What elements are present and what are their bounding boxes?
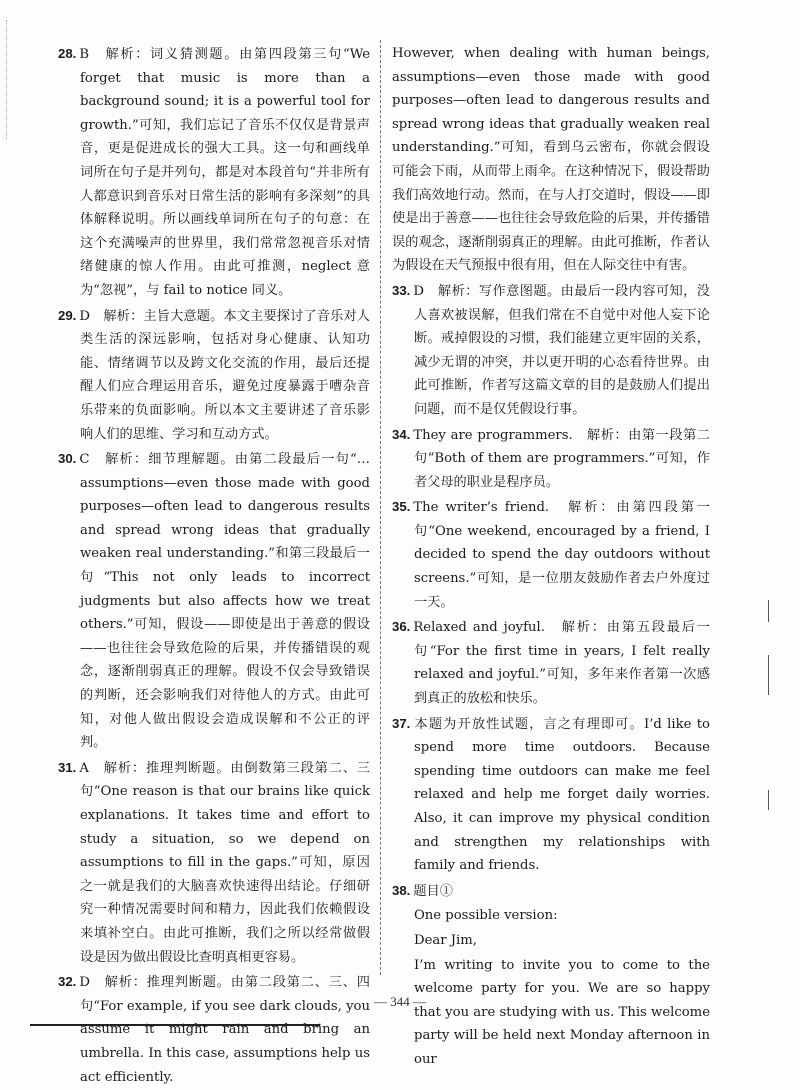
answer-item-29 <box>58 304 370 447</box>
item-number: 30. <box>58 451 77 467</box>
right-column <box>392 42 710 1073</box>
item-text: C 解析：细节理解题。由第二段最后一句“…assumptions—even those made with good purposes—often lead to dangerous results and spread wrong ideas that gradually weaken real understanding.”和第三段最后一句“This not only leads to incorrect judgments but also affects how we treat others.”可知，假设——即使是出于善意的假设——也往往会导致危险的后果，并传播错误的观念，逐渐削弱真正的理解。假设不仅会导致错误的判断，还会影响我们对待他人的方式。由此可知，对他人做出假设会造成误解和不公正的评判。 <box>79 452 370 751</box>
essay-body <box>392 954 710 1072</box>
answer-item-34 <box>392 423 710 495</box>
answer-item-38 <box>392 879 710 904</box>
margin-mark <box>768 790 769 810</box>
essay-salutation <box>392 929 710 953</box>
item-text: The writer’s friend. 解析：由第四段第一句“One weekend, encouraged by a friend, I decided to spend the day outdoors without screens.”可知，是一位朋友鼓励作者去户外度过一天。 <box>413 500 710 610</box>
item-number: 35. <box>392 499 411 515</box>
answer-item-35 <box>392 495 710 614</box>
bottom-rule <box>30 1024 320 1026</box>
answer-item-30 <box>58 447 370 755</box>
item-number: 34. <box>392 426 411 442</box>
item-text: D 解析：推理判断题。由第二段第二、三、四句“For example, if you see dark clouds, you assume it might rain and bring an umbrella. In this case, assumptions help us act efficiently. <box>79 975 370 1085</box>
page-number: — 344 — <box>374 994 426 1009</box>
item-text: I’m writing to invite you to come to the welcome party for you. We are so happy that you are studying with us. This welcome party will be held next Monday afternoon in our <box>414 957 710 1067</box>
item-text: Relaxed and joyful. 解析：由第五段最后一句“For the first time in years, I felt really relaxed and joyful.”可知，多年来作者第一次感到真正的放松和快乐。 <box>413 620 710 707</box>
item-number: 38. <box>392 882 411 898</box>
answer-item-32 <box>58 970 370 1089</box>
answer-item-36 <box>392 615 710 710</box>
essay-intro <box>392 904 710 928</box>
margin-mark <box>768 600 769 622</box>
column-divider <box>380 40 381 975</box>
item-text: Dear Jim, <box>414 932 477 948</box>
item-number: 32. <box>58 974 77 990</box>
margin-mark <box>768 655 769 695</box>
left-column <box>58 42 370 1090</box>
item-text: A 解析：推理判断题。由倒数第三段第二、三句“One reason is that our brains like quick explanations. It takes time and effort to study a situation, so we depend on assumptions to fill in the gaps.”可知，原因之一就是我们的大脑喜欢快速得出结论。仔细研究一种情况需要时间和精力，因此我们依赖假设来填补空白。由此可推断，我们之所以经常做假设是因为做出假设比查明真相更容易。 <box>79 760 370 965</box>
binding-margin-dots <box>6 20 7 140</box>
item-text: 题目① <box>413 883 453 899</box>
item-text: B 解析：词义猜测题。由第四段第三句“We forget that music is more than a background sound; it is a powerful tool for growth.”可知，我们忘记了音乐不仅仅是背景声音，更是促进成长的强大工具。这一句和画线单词所在句子是并列句，都是对本段首句“并非所有人都意识到音乐对日常生活的影响有多深刻”的具体解释说明。所以画线单词所在句子的句意：在这个充满噪声的世界里，我们常常忽视音乐对情绪健康的惊人作用。由此可推测，neglect 意为“忽视”，与 fail to notice 同义。 <box>79 47 370 298</box>
item-number: 28. <box>58 46 77 61</box>
answer-item-28 <box>58 42 370 303</box>
item-text: D 解析：主旨大意题。本文主要探讨了音乐对人类生活的深远影响，包括对身心健康、认知功能、情绪调节以及跨文化交流的作用，最后还提醒人们应合理运用音乐，避免过度暴露于嘈杂音乐带来的负面影响。所以本文主要讲述了音乐影响人们的思维、学习和互动方式。 <box>79 308 370 442</box>
item-text: D 解析：写作意图题。由最后一段内容可知，没人喜欢被误解，但我们常在不自觉中对他人妄下论断。戒掉假设的习惯，我们能建立更牢固的关系，减少无谓的冲突，并以更开明的心态看待世界。由此可推断，作者写这篇文章的目的是鼓励人们提出问题，而不是仅凭假设行事。 <box>413 283 710 417</box>
item-text: 本题为开放性试题，言之有理即可。I’d like to spend more time outdoors. Because spending time outdoors can make me feel relaxed and help me forget daily worries. Also, it can improve my physical condition and strengthen my relationships with family and friends. <box>413 716 710 874</box>
answer-item-37 <box>392 712 710 878</box>
item-number: 36. <box>392 619 411 635</box>
item-number: 31. <box>58 759 77 775</box>
answer-item-33 <box>392 279 710 422</box>
item-text: They are programmers. 解析：由第一段第二句“Both of them are programmers.”可知，作者父母的职业是程序员。 <box>413 427 710 490</box>
item-text: One possible version: <box>414 908 558 924</box>
answer-item-32-continued <box>392 42 710 278</box>
item-number: 37. <box>392 715 411 731</box>
item-number: 29. <box>58 307 77 323</box>
answer-item-31 <box>58 756 370 969</box>
item-text: However, when dealing with human beings, assumptions—even those made with good purposes—often lead to dangerous results and spread wrong ideas that gradually weaken real understanding.”可知，看到乌云密布，你就会假设可能会下雨，从而带上雨伞。在这种情况下，假设帮助我们高效地行动。然而，在与人打交道时，假设——即使是出于善意——也往往会导致危险的后果，并传播错误的观念，逐渐削弱真正的理解。由此可推断，作者认为假设在天气预报中很有用，但在人际交往中有害。 <box>392 46 710 274</box>
item-number: 33. <box>392 282 411 298</box>
